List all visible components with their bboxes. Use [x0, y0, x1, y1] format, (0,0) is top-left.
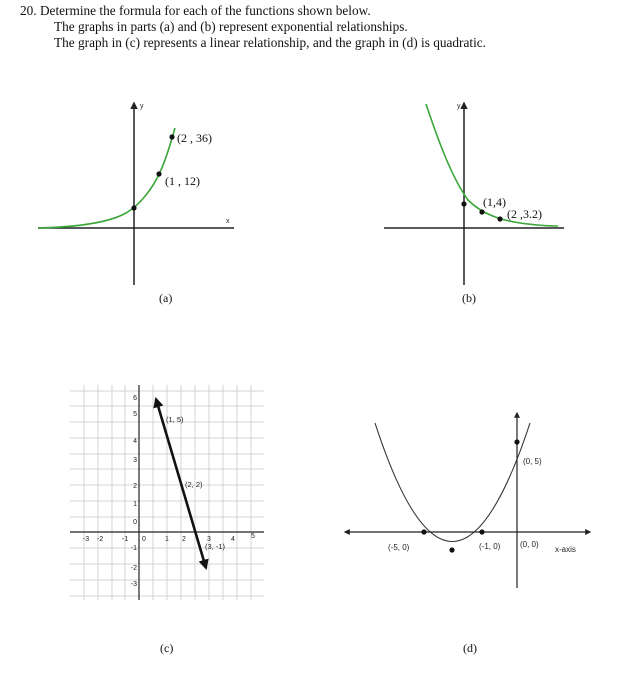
graph-c-x-tick: 5 [251, 533, 255, 540]
graph-b-point-2 [497, 216, 502, 221]
graph-a-label-p1: (2 , 36) [177, 131, 212, 145]
graph-c-y-tick: 6 [133, 395, 137, 402]
graph-c [70, 385, 264, 655]
graph-d-label-p3: (-1, 0) [479, 542, 501, 551]
graph-c-x-ticks [83, 533, 255, 543]
graph-d-point-root-1 [421, 529, 426, 534]
graph-b-label-p2: (2 ,3.2) [507, 207, 542, 221]
graph-a-y-label: y [140, 103, 144, 110]
graph-c-caption: (c) [160, 641, 174, 655]
graph-c-x-tick: 2 [182, 536, 186, 543]
graph-b-point-1 [479, 209, 484, 214]
graph-d [345, 413, 590, 655]
graph-c-x-tick: 1 [165, 536, 169, 543]
graph-c-y-tick: 3 [133, 457, 137, 464]
graph-b-label-p1: (1,4) [483, 195, 506, 209]
graph-c-y-tick: 4 [133, 438, 137, 445]
graph-c-y-tick: -2 [130, 565, 137, 572]
graph-c-x-tick: 3 [207, 536, 211, 543]
graph-c-label-p2: (2, 2) [185, 480, 203, 489]
graph-c-y-tick: 1 [133, 501, 137, 508]
graph-d-caption: (d) [463, 641, 477, 655]
graph-c-y-tick: -3 [130, 581, 137, 588]
graph-c-x-tick: -2 [96, 536, 104, 543]
graph-d-point-root-2 [479, 529, 484, 534]
graph-a-caption: (a) [159, 291, 173, 305]
graph-c-x-tick: 0 [142, 536, 146, 543]
graph-a-point-2 [156, 171, 161, 176]
graph-b-caption: (b) [462, 291, 476, 305]
graph-c-y-tick: 2 [133, 483, 137, 490]
graph-a-label-p2: (1 , 12) [165, 174, 200, 188]
graph-d-parabola [375, 423, 530, 542]
graph-d-label-p1: (0, 5) [523, 457, 542, 466]
graph-c-y-tick: 5 [133, 411, 137, 418]
graph-a-x-label: x [226, 218, 230, 225]
graph-b-y-label: y [457, 103, 461, 110]
question-line-2: The graphs in parts (a) and (b) represent exponential relationships. [54, 19, 408, 34]
graph-a-curve [38, 128, 175, 228]
graph-c-label-p3: (3, -1) [205, 542, 226, 551]
graph-d-point-vertex [449, 547, 454, 552]
graph-d-x-label: x-axis [555, 545, 576, 554]
graph-c-y-tick: -1 [130, 545, 137, 552]
graph-d-point-y-intercept [514, 439, 519, 444]
graph-c-x-tick: -3 [82, 536, 90, 543]
graph-c-x-tick: -1 [121, 536, 129, 543]
graph-c-x-tick: 4 [231, 536, 235, 543]
graph-c-y-ticks [131, 395, 137, 588]
graph-d-label-p2: (-5, 0) [388, 543, 410, 552]
graph-b [384, 103, 564, 305]
graph-a-point-intercept [131, 205, 136, 210]
question-line-3: The graph in (c) represents a linear relationship, and the graph in (d) is quadratic. [54, 35, 486, 50]
graph-a-point-1 [169, 134, 174, 139]
graph-d-label-p4: (0, 0) [520, 540, 539, 549]
graph-a [38, 103, 234, 305]
graph-c-y-tick: 0 [133, 519, 137, 526]
question-line-1: 20. Determine the formula for each of the functions shown below. [20, 3, 371, 18]
graph-c-label-p1: (1, 5) [166, 415, 184, 424]
graph-b-point-intercept [461, 201, 466, 206]
